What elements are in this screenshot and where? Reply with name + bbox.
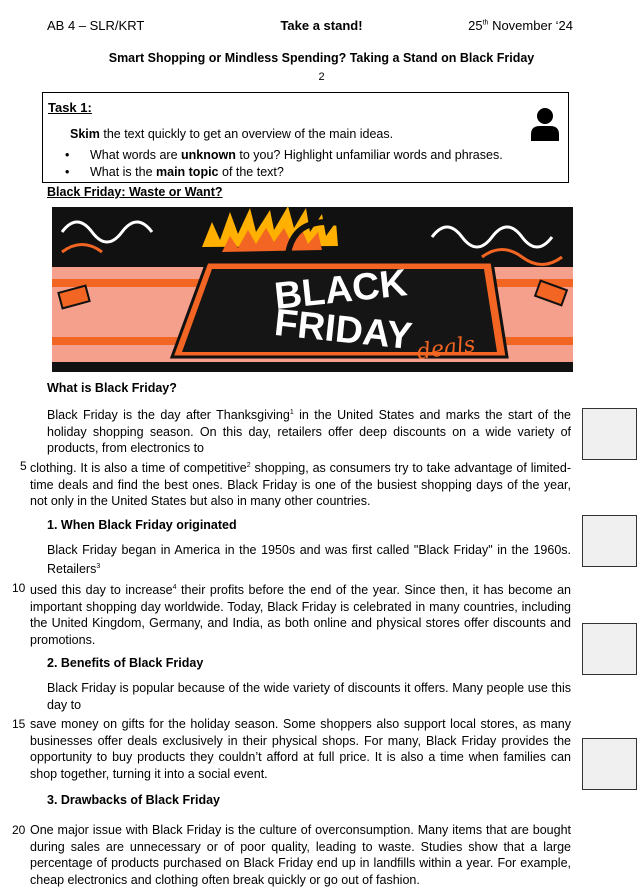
line-number: 15 xyxy=(12,717,26,731)
task-title: Task 1: xyxy=(48,100,92,115)
heading-what: What is Black Friday? xyxy=(47,381,177,395)
page-number: 2 xyxy=(318,71,325,83)
banner-word-2: FRIDAY xyxy=(272,301,415,359)
paragraph-what-1: Black Friday is the day after Thanksgiving$^1$ in the United States and marks the start of the holiday shopping season. On this day, retailers offer deep discounts on a wide variety of products, from electronics to xyxy=(47,408,571,456)
margin-answer-box[interactable] xyxy=(582,408,637,460)
line-number: 5 xyxy=(20,459,27,473)
paragraph-origin-1: Black Friday began in America in the 1950s and was first called "Black Friday" in the 1960s. Retailers$^3$ xyxy=(47,543,571,576)
task-instruction: Skim the text quickly to get an overview of the main ideas. xyxy=(70,127,394,141)
black-friday-banner xyxy=(52,207,573,372)
heading-benefits: 2. Benefits of Black Friday xyxy=(47,656,204,670)
page-title: Smart Shopping or Mindless Spending? Taking a Stand on Black Friday xyxy=(108,51,535,65)
header-center: Take a stand! xyxy=(280,18,363,33)
margin-answer-box[interactable] xyxy=(582,515,637,567)
paragraph-benefits-2: save money on gifts for the holiday season. Some shoppers also support local stores, as many businesses offer deals exclusively in their physical shops. For many, Black Friday provides the opportunity to buy products they couldn’t afford at full price. It is also a time when families can shop together, turning it into a social event. xyxy=(30,717,571,781)
banner-script: deals xyxy=(415,332,477,366)
section-title: Black Friday: Waste or Want? xyxy=(47,185,223,199)
line-number: 10 xyxy=(12,581,26,595)
heading-drawbacks: 3. Drawbacks of Black Friday xyxy=(47,793,220,807)
banner-word-1: BLACK xyxy=(272,262,410,318)
task-bullets xyxy=(65,147,503,181)
margin-answer-box[interactable] xyxy=(582,623,637,675)
task-bullet: • What is the main topic of the text? xyxy=(65,165,284,179)
header-date: 25th November ‘24 xyxy=(468,18,573,33)
task-box xyxy=(42,92,569,183)
paragraph-benefits-1: Black Friday is popular because of the wide variety of discounts it offers. Many people use this day to xyxy=(47,681,571,712)
line-number: 20 xyxy=(12,823,26,837)
paragraph-origin-2: used this day to increase$^4$ their profits before the end of the year. Since then, it has become an important shopping day worldwide. Today, Black Friday is celebrated in many countries, including the United Kingdom, Germany, and India, as both online and physical stores offer discounts and promotions. xyxy=(30,583,571,647)
header-left: AB 4 – SLR/KRT xyxy=(47,18,145,33)
task-bullet: • What words are unknown to you? Highlight unfamiliar words and phrases. xyxy=(65,148,503,162)
paragraph-drawbacks: One major issue with Black Friday is the culture of overconsumption. Many items that are bought during sales are unnecessary or of poor quality, leading to waste. Studies show that a large percentage of products purchased on Black Friday end up in landfills within a year. For example, cheap electronics and clothing often break quickly or go out of fashion. xyxy=(30,823,571,887)
heading-origin: 1. When Black Friday originated xyxy=(47,518,237,532)
paragraph-what-2: clothing. It is also a time of competitive$^2$ shopping, as consumers try to take advantage of limited-time deals and find the best ones. Black Friday is one of the busiest shopping days of the year, not only in the United States but also in many other countries. xyxy=(30,461,571,509)
margin-answer-box[interactable] xyxy=(582,738,637,790)
banner-illustration xyxy=(52,207,573,372)
person-icon xyxy=(530,107,560,141)
